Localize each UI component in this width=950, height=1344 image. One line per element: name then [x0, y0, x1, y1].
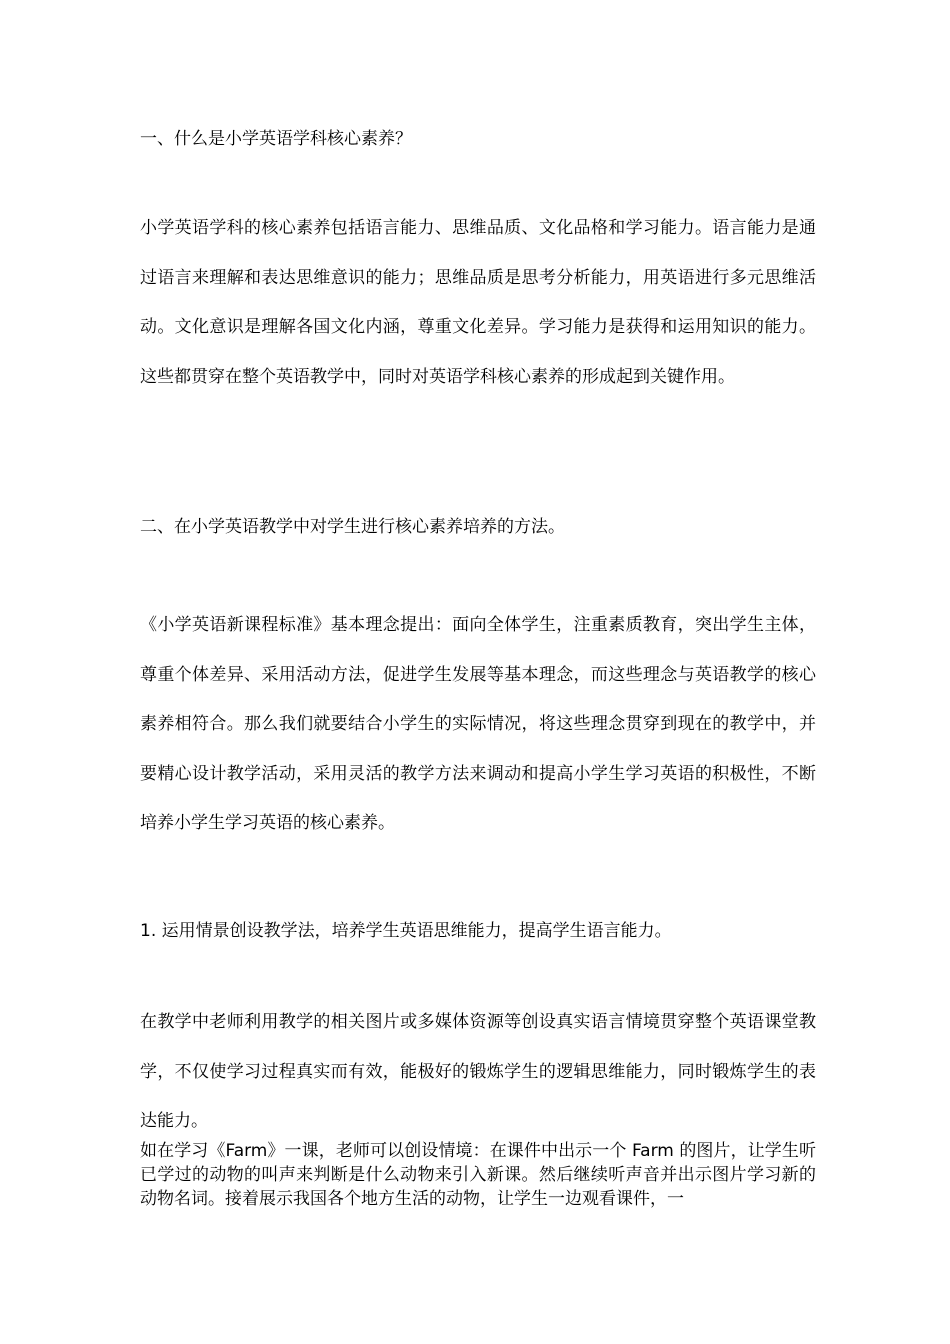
paragraph-core-literacy-definition: 小学英语学科的核心素养包括语言能力、思维品质、文化品格和学习能力。语言能力是通过语言来理解和表达思维意识的能力；思维品质是思考分析能力，用英语进行多元思维活动。文化意识是理解各国文化内涵，尊重文化差异。学习能力是获得和运用知识的能力。这些都贯穿在整个英语教学中，同时对英语学科核心素养的形成起到关键作用。 [140, 218, 816, 387]
section-heading-1: 一、什么是小学英语学科核心素养？ [140, 129, 412, 149]
paragraph-farm-lesson-example: 如在学习《Farm》一课，老师可以创设情境：在课件中出示一个 Farm 的图片，让学生听已学过的动物的叫声来判断是什么动物来引入新课。然后继续听声音并出示图片学习新的动物名词。接着展示我国各个地方生活的动物，让学生一边观看课件，一 [140, 1141, 816, 1209]
paragraph-situational-teaching: 在教学中老师利用教学的相关图片或多媒体资源等创设真实语言情境贯穿整个英语课堂教学，不仅使学习过程真实而有效，能极好的锻炼学生的逻辑思维能力，同时锻炼学生的表达能力。 [140, 1012, 816, 1132]
paragraph-curriculum-standard: 《小学英语新课程标准》基本理念提出：面向全体学生，注重素质教育，突出学生主体，尊重个体差异、采用活动方法，促进学生发展等基本理念，而这些理念与英语教学的核心素养相符合。那么我们就要结合小学生的实际情况，将这些理念贯穿到现在的教学中，并要精心设计教学活动，采用灵活的教学方法来调动和提高小学生学习英语的积极性，不断培养小学生学习英语的核心素养。 [140, 615, 816, 834]
section-heading-2: 二、在小学英语教学中对学生进行核心素养培养的方法。 [140, 517, 565, 537]
subsection-heading-1: 1. 运用情景创设教学法，培养学生英语思维能力，提高学生语言能力。 [140, 921, 672, 941]
